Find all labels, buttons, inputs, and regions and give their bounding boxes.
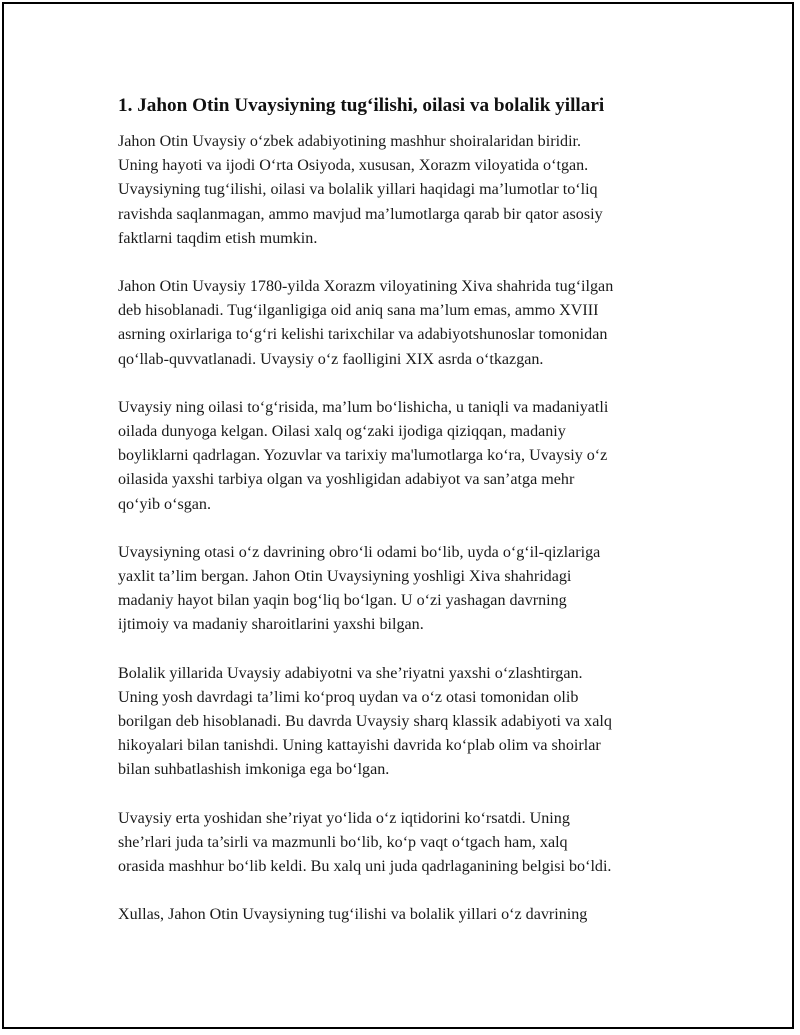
paragraph-7: [118, 903, 718, 927]
text-line: Uning yosh davrdagi ta’limi ko‘proq uydan va o‘z otasi tomonidan olib: [118, 688, 579, 706]
text-line: qo‘yib o‘sgan.: [118, 495, 211, 513]
text-line: madaniy hayot bilan yaqin bog‘liq bo‘lgan. U o‘zi yashagan davrning: [118, 592, 567, 610]
text-line: Uning hayoti va ijodi O‘rta Osiyoda, xususan, Xorazm viloyatida o‘tgan.: [118, 157, 589, 175]
section-heading: 1. Jahon Otin Uvaysiyning tug‘ilishi, oilasi va bolalik yillari: [118, 95, 605, 116]
text-line: yaxlit ta’lim bergan. Jahon Otin Uvaysiyning yoshligi Xiva shahridagi: [118, 568, 572, 586]
text-line: Jahon Otin Uvaysiy 1780-yilda Xorazm viloyatining Xiva shahrida tug‘ilgan: [118, 278, 614, 296]
text-line: Xullas, Jahon Otin Uvaysiyning tug‘ilishi va bolalik yillari o‘z davrining: [118, 906, 588, 924]
text-line: deb hisoblanadi. Tug‘ilganligiga oid aniq sana ma’lum emas, ammo XVIII: [118, 302, 599, 320]
text-line: boyliklarni qadrlagan. Yozuvlar va tarixiy ma'lumotlarga ko‘ra, Uvaysiy o‘z: [118, 447, 608, 465]
text-line: ravishda saqlanmagan, ammo mavjud ma’lumotlarga qarab bir qator asosiy: [118, 205, 603, 223]
text-line: Uvaysiyning otasi o‘z davrining obro‘li odami bo‘lib, uyda o‘g‘il-qizlariga: [118, 543, 601, 561]
text-line: Uvaysiyning tug‘ilishi, oilasi va bolalik yillari haqidagi ma’lumotlar to‘liq: [118, 181, 598, 199]
text-line: Uvaysiy erta yoshidan she’riyat yo‘lida o‘z iqtidorini ko‘rsatdi. Uning: [118, 809, 570, 827]
text-line: hikoyalari bilan tanishdi. Uning kattayishi davrida ko‘plab olim va shoirlar: [118, 737, 601, 755]
text-line: ijtimoiy va madaniy sharoitlarini yaxshi bilgan.: [118, 616, 424, 634]
text-line: borilgan deb hisoblanadi. Bu davrda Uvaysiy sharq klassik adabiyoti va xalq: [118, 713, 612, 731]
paragraph-3: [118, 396, 718, 517]
paragraph-5: [118, 662, 718, 783]
document-body: [118, 92, 718, 951]
text-line: Jahon Otin Uvaysiy o‘zbek adabiyotining mashhur shoiralaridan biridir.: [118, 133, 582, 150]
text-line: oilada dunyoga kelgan. Oilasi xalq og‘zaki ijodiga qiziqqan, madaniy: [118, 423, 566, 441]
text-line: Uvaysiy ning oilasi to‘g‘risida, ma’lum bo‘lishicha, u taniqli va madaniyatli: [118, 398, 609, 416]
text-line: asrning oxirlariga to‘g‘ri kelishi tarixchilar va adabiyotshunoslar tomonidan: [118, 326, 608, 344]
text-line: Bolalik yillarida Uvaysiy adabiyotni va she’riyatni yaxshi o‘zlashtirgan.: [118, 664, 583, 682]
paragraph-6: [118, 807, 718, 880]
paragraph-1: [118, 130, 718, 251]
text-line: qo‘llab-quvvatlanadi. Uvaysiy o‘z faolligini XIX asrda o‘tkazgan.: [118, 350, 544, 368]
paragraph-2: [118, 275, 718, 372]
text-line: oilasida yaxshi tarbiya olgan va yoshligidan adabiyot va san’atga mehr: [118, 471, 575, 489]
text-line: she’rlari juda ta’sirli va mazmunli bo‘lib, ko‘p vaqt o‘tgach ham, xalq: [118, 833, 568, 851]
text-line: faktlarni taqdim etish mumkin.: [118, 229, 318, 247]
text-line: orasida mashhur bo‘lib keldi. Bu xalq uni juda qadrlaganining belgisi bo‘ldi.: [118, 858, 612, 876]
text-line: bilan suhbatlashish imkoniga ega bo‘lgan.: [118, 761, 390, 779]
paragraph-4: [118, 541, 718, 638]
